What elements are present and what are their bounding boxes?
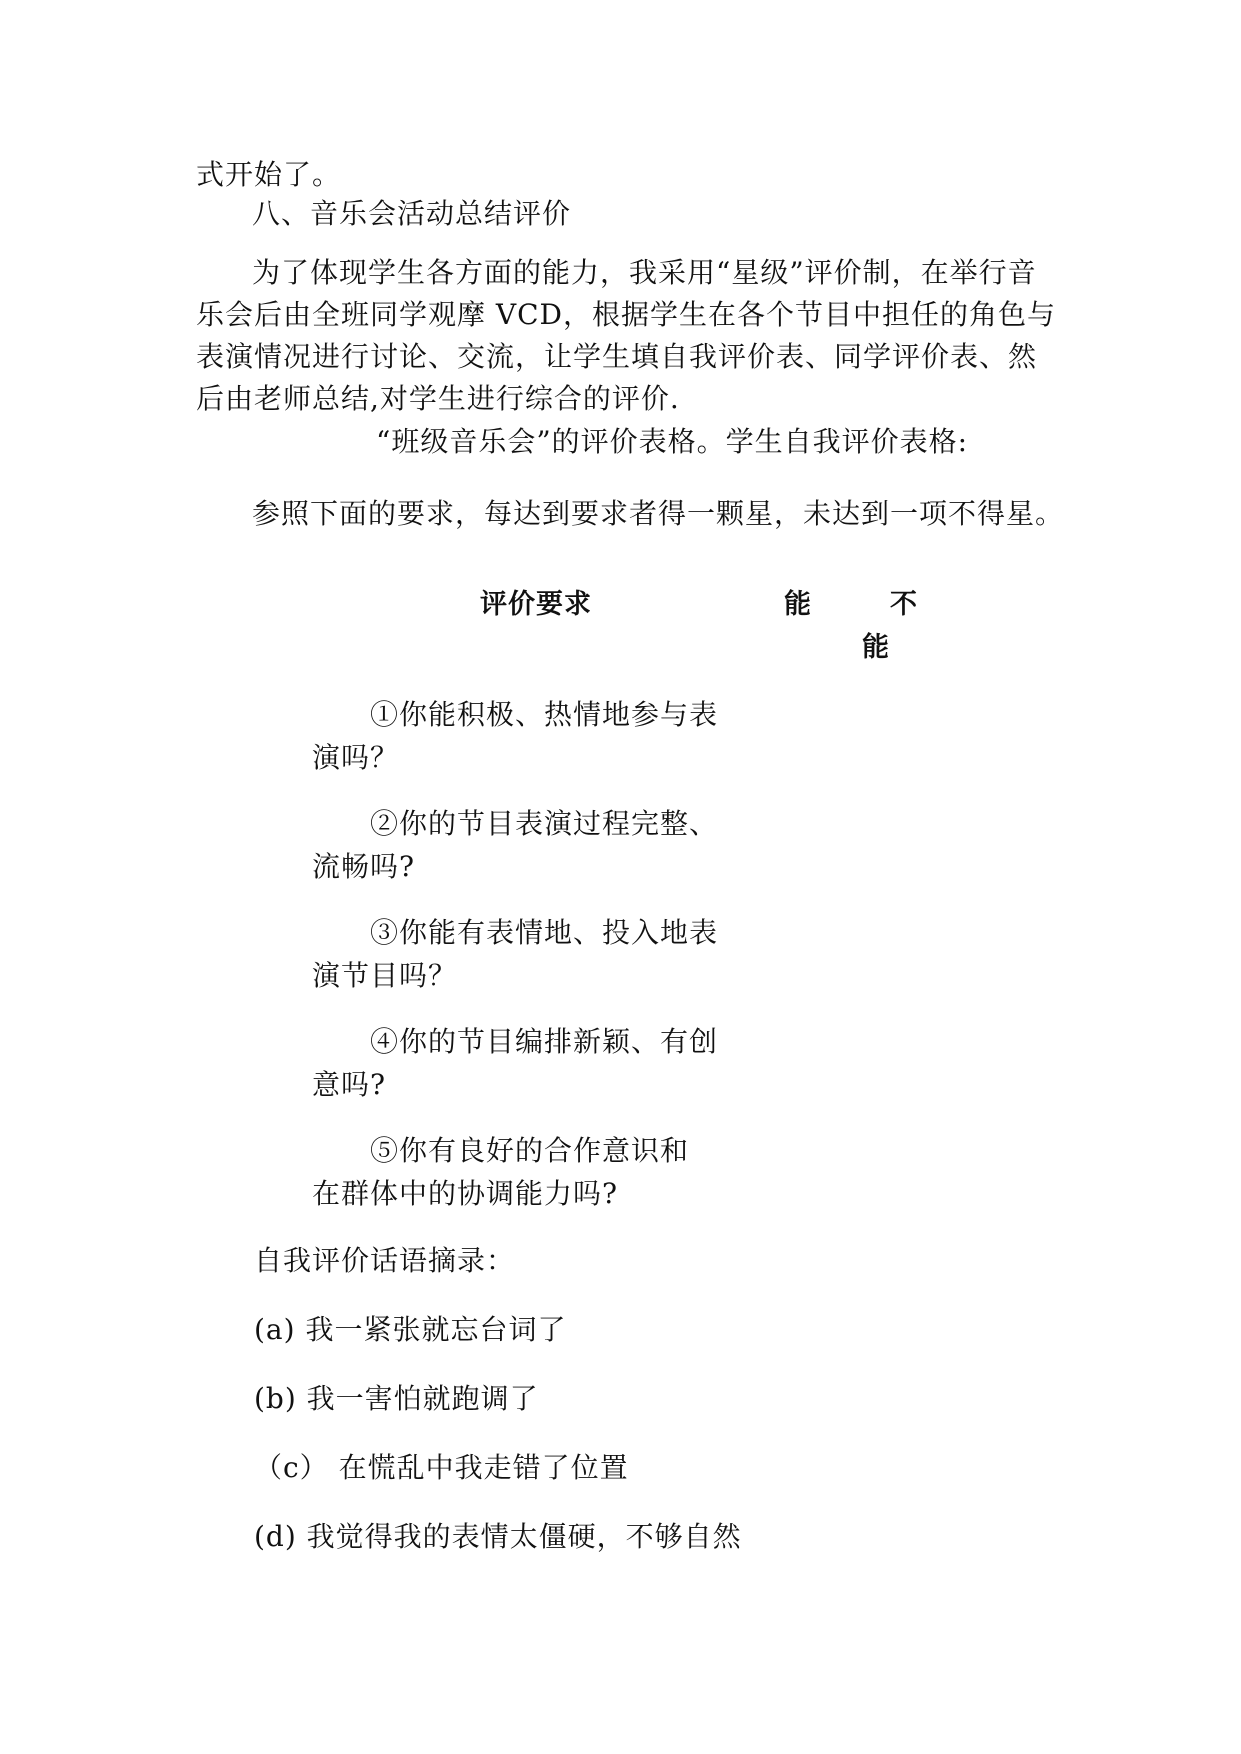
row-4-line-2: 意吗? <box>312 1068 387 1101</box>
paragraph-line-4: 后由老师总结,对学生进行综合的评价. <box>196 382 680 415</box>
excerpt-item-d: (d) 我觉得我的表情太僵硬，不够自然 <box>254 1520 742 1553</box>
row-5-line-1: ⑤你有良好的合作意识和 <box>370 1134 690 1167</box>
row-5-line-2: 在群体中的协调能力吗? <box>312 1177 619 1210</box>
header-no-line2: 能 <box>862 632 890 663</box>
paragraph-line-1: 为了体现学生各方面的能力，我采用“星级”评价制，在举行音 <box>252 256 1037 289</box>
row-1-line-2: 演吗？ <box>312 741 400 774</box>
excerpt-item-b: (b) 我一害怕就跑调了 <box>254 1382 539 1415</box>
row-1-line-1: ①你能积极、热情地参与表 <box>370 698 719 731</box>
paragraph-line-2: 乐会后由全班同学观摩 VCD，根据学生在各个节目中担任的角色与 <box>196 298 1056 331</box>
header-yes: 能 <box>784 589 812 620</box>
header-requirement: 评价要求 <box>480 589 592 620</box>
row-2-line-2: 流畅吗? <box>312 850 416 883</box>
section-heading: 八、音乐会活动总结评价 <box>252 197 572 230</box>
row-3-line-2: 演节目吗？ <box>312 959 458 992</box>
excerpt-item-c: （c） 在慌乱中我走错了位置 <box>254 1451 629 1484</box>
instruction-text: 参照下面的要求，每达到要求者得一颗星，未达到一项不得星。 <box>252 497 1065 530</box>
table-caption: “班级音乐会”的评价表格。学生自我评价表格: <box>376 425 969 458</box>
excerpt-item-a: (a) 我一紧张就忘台词了 <box>254 1313 567 1346</box>
row-2-line-1: ②你的节目表演过程完整、 <box>370 807 719 840</box>
excerpts-title: 自我评价话语摘录： <box>254 1244 516 1277</box>
paragraph-line-3: 表演情况进行讨论、交流，让学生填自我评价表、同学评价表、然 <box>196 340 1038 373</box>
header-no-line1: 不 <box>890 589 918 620</box>
row-3-line-1: ③你能有表情地、投入地表 <box>370 916 719 949</box>
row-4-line-1: ④你的节目编排新颖、有创 <box>370 1025 719 1058</box>
prev-paragraph-tail: 式开始了。 <box>196 158 342 191</box>
